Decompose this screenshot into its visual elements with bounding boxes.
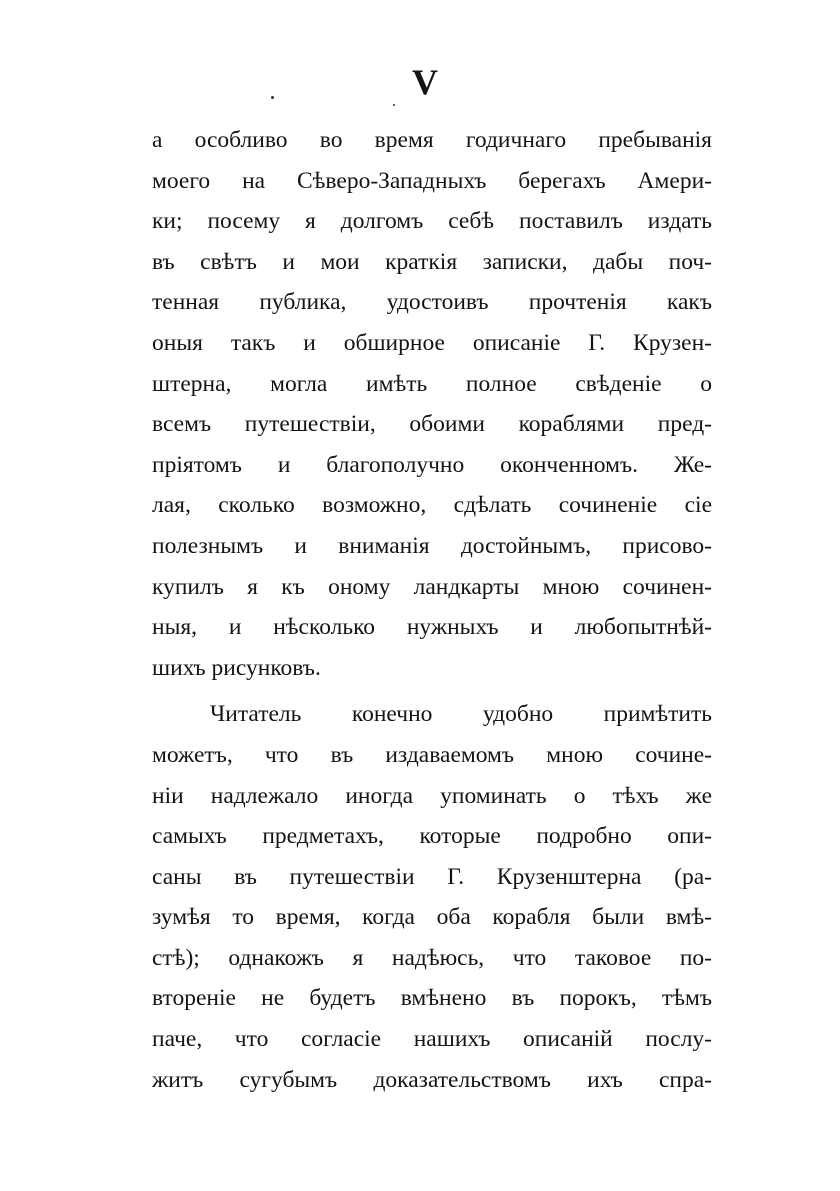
text-line: купилъ я къ оному ландкарты мною сочинен- xyxy=(152,573,712,600)
text-line: саны въ путешествіи Г. Крузенштерна (ра- xyxy=(152,863,712,890)
body-text xyxy=(152,120,712,1100)
text-line: ніи надлежало иногда упоминать о тѣхъ же xyxy=(152,782,712,809)
text-line: самыхъ предметахъ, которые подробно опи- xyxy=(152,823,712,850)
text-line: а особливо во время годичнаго пребыванія xyxy=(152,127,712,153)
text-line: тенная публика, удостоивъ прочтенія какъ xyxy=(152,289,712,316)
text-line: въ свѣтъ и мои краткія записки, дабы поч- xyxy=(152,248,712,275)
text-line: стѣ); однакожъ я надѣюсь, что таковое по- xyxy=(152,944,712,971)
text-line: всемъ путешествіи, обоими кораблями пред- xyxy=(152,411,712,438)
print-speck xyxy=(271,96,274,99)
paragraph-1 xyxy=(152,120,712,688)
text-line: лая, сколько возможно, сдѣлать сочиненіе сіе xyxy=(152,492,712,519)
text-line: можетъ, что въ издаваемомъ мною сочине- xyxy=(152,741,712,768)
text-line: оныя такъ и обширное описаніе Г. Крузен- xyxy=(152,329,712,356)
text-line: ки; посему я долгомъ себѣ поставилъ издать xyxy=(152,208,712,235)
text-line: полезнымъ и вниманія достойнымъ, присово- xyxy=(152,532,712,559)
text-line: штерна, могла имѣть полное свѣденіе о xyxy=(152,370,712,397)
paragraph-2 xyxy=(152,694,712,1100)
text-line: Читатель конечно удобно примѣтить xyxy=(210,701,712,728)
text-line: втореніе не будетъ вмѣнено въ порокъ, тѣмъ xyxy=(152,985,712,1012)
text-line: паче, что согласіе нашихъ описаній послу- xyxy=(152,1026,712,1053)
text-line: зумѣя то время, когда оба корабля были вмѣ- xyxy=(152,904,712,931)
page-number: V xyxy=(412,62,438,102)
text-line: пріятомъ и благополучно оконченномъ. Же- xyxy=(152,451,712,478)
text-line: моего на Сѣверо-Западныхъ берегахъ Амери- xyxy=(152,167,712,194)
text-line: ныя, и нѣсколько нужныхъ и любопытнѣй- xyxy=(152,614,712,641)
text-line: житъ сугубымъ доказательствомъ ихъ спра- xyxy=(152,1066,712,1093)
text-line: шихъ рисунковъ. xyxy=(152,654,321,681)
print-speck xyxy=(393,104,395,106)
